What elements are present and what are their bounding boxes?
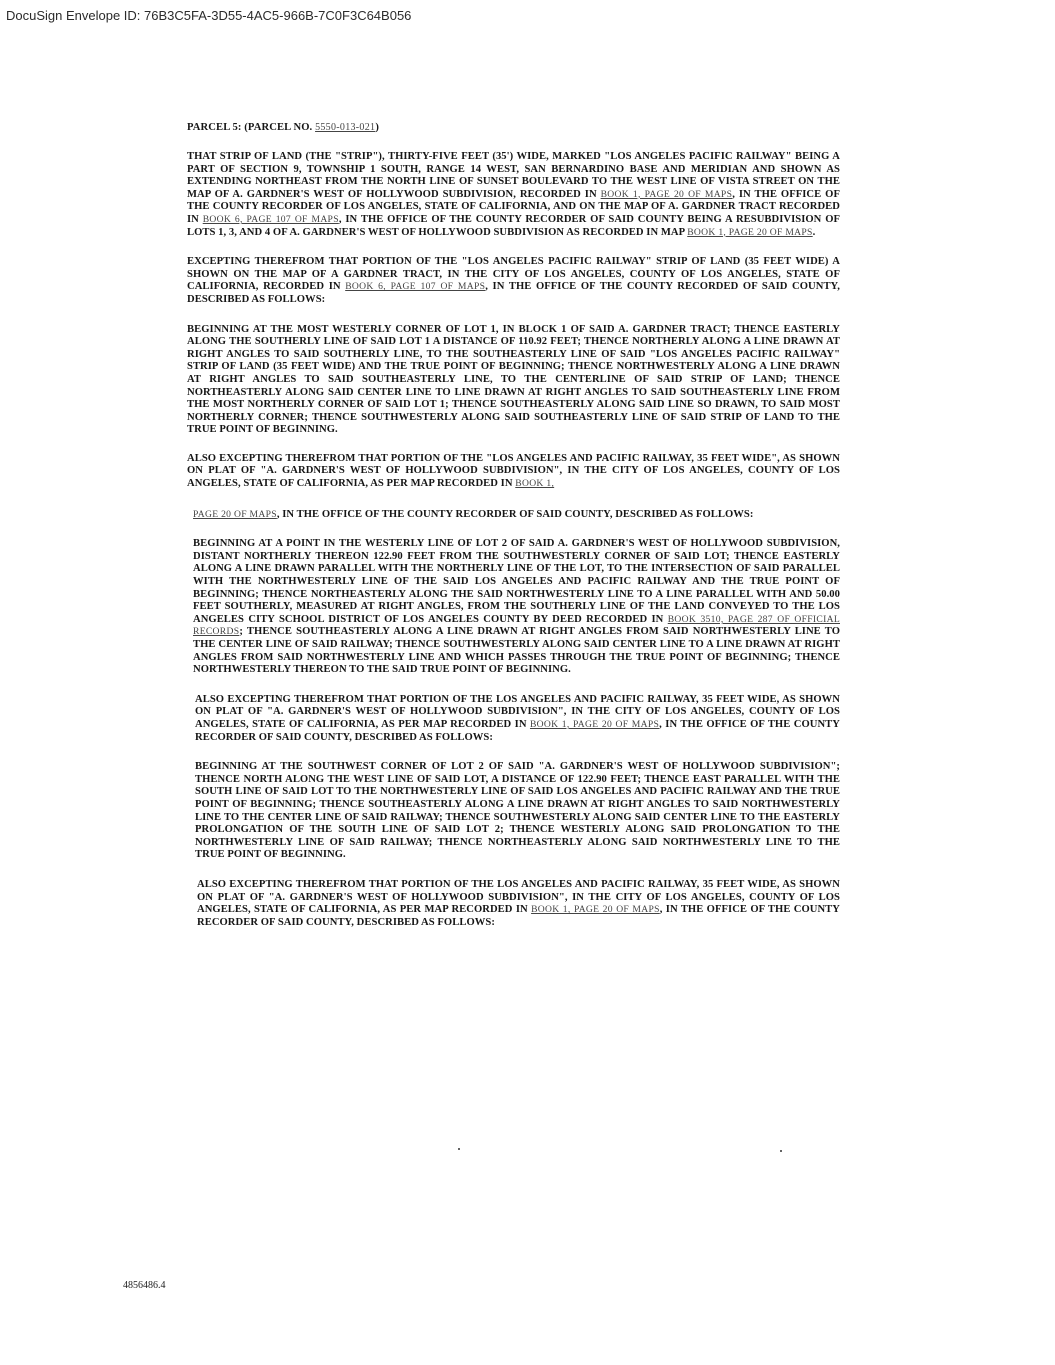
text-segment: ALSO EXCEPTING THEREFROM THAT PORTION OF THE LOS ANGELES AND PACIFIC RAILWAY, 35 FEET WIDE, AS SHOWN ON PLAT OF "A. GARDNER'S WEST OF HOLLYWOOD SUBDIVISION", IN THE CITY OF LOS ANGELES, COUNTY OF LOS ANGELES, STATE OF CALIFORNIA, AS PER MAP RECORDED IN (197, 878, 840, 916)
text-segment: , IN THE OFFICE OF THE COUNTY RECORDED OF SAID COUNTY, DESCRIBED AS FOLLOWS: (187, 281, 840, 305)
paragraph-exception-4 (187, 879, 840, 929)
text-segment: THAT STRIP OF LAND (THE "STRIP"), THIRTY-FIVE FEET (35') WIDE, MARKED "LOS ANGELES PACIFIC RAILWAY" BEING A PART OF SECTION 9, TOWNSHIP 1 SOUTH, RANGE 14 WEST, SAN BERNARDINO BASE AND MERIDIAN AND SHOWN AS EXTENDING NORTHEAST FROM THE NORTH LINE OF SUNSET BOULEVARD TO THE WEST LINE OF VISTA STREET ON THE MAP OF A. GARDNER'S WEST OF HOLLYWOOD SUBDIVISION, RECORDED IN (187, 151, 840, 200)
paragraph-strip-description (187, 151, 840, 239)
paragraph-exception-2 (187, 453, 840, 491)
text-segment: . (812, 226, 816, 238)
text-segment: BEGINNING AT A POINT IN THE WESTERLY LINE OF LOT 2 OF SAID A. GARDNER'S WEST OF HOLLYWOOD SUBDIVISION, DISTANT NORTHERLY THEREON 122.90 FEET FROM THE SOUTHWESTERLY CORNER OF SAID LOT; THENCE EASTERLY ALONG A LINE DRAWN PARALLEL WITH THE NORTHERLY LINE OF THE LOT, TO THE INTERSECTION OF SAID PARALLEL WITH THE NORTHWESTERLY LINE OF THE SAID LOS ANGELES AND PACIFIC RAILWAY AND THE TRUE POINT OF BEGINNING; THENCE NORTHEASTERLY ALONG THE SAID NORTHWESTERLY LINE TO A LINE PARALLEL WITH AND 50.00 FEET SOUTHERLY, MEASURED AT RIGHT ANGLES, FROM THE SOUTHERLY LINE OF THE LAND CONVEYED TO THE LOS ANGELES CITY SCHOOL DISTRICT OF LOS ANGELES COUNTY BY DEED RECORDED IN (193, 538, 840, 625)
map-reference: BOOK 1, PAGE 20 OF MAPS (531, 904, 660, 916)
text-segment: , IN THE OFFICE OF THE COUNTY RECORDER OF SAID COUNTY, DESCRIBED AS FOLLOWS: (197, 904, 840, 928)
map-reference: BOOK 1, PAGE 20 OF MAPS (687, 226, 813, 238)
paragraph-exception-3 (187, 694, 840, 744)
paragraph-beginning-2 (187, 538, 840, 677)
parcel-heading (187, 121, 840, 134)
text-segment: , IN THE OFFICE OF THE COUNTY RECORDER OF SAID COUNTY, DESCRIBED AS FOLLOWS: (276, 508, 754, 520)
map-reference: BOOK 6, PAGE 107 OF MAPS (345, 281, 486, 293)
map-reference: BOOK 1, (515, 478, 555, 490)
paragraph-beginning-1: BEGINNING AT THE MOST WESTERLY CORNER OF LOT 1, IN BLOCK 1 OF SAID A. GARDNER TRACT; THENCE EASTERLY ALONG THE SOUTHERLY LINE OF SAID LOT 1 A DISTANCE OF 110.92 FEET; THENCE NORTHERLY ALONG A LINE DRAWN AT RIGHT ANGLES TO SAID SOUTHERLY LINE, TO THE SOUTHEASTERLY LINE OF SAID "LOS ANGELES PACIFIC RAILWAY" STRIP OF LAND (35 FEET WIDE) AND THE TRUE POINT OF BEGINNING; THENCE NORTHWESTERLY ALONG A LINE DRAWN AT RIGHT ANGLES TO SAID SOUTHEASTERLY LINE, TO THE CENTERLINE OF SAID STRIP OF LAND; THENCE NORTHEASTERLY ALONG SAID CENTER LINE TO LINE DRAWN AT RIGHT ANGLES TO SAID SOUTHEASTERLY LINE FROM THE MOST NORTHERLY CORNER OF SAID LOT 1; THENCE SOUTHEASTERLY ALONG SAID LINE SO DRAWN, TO SAID MOST NORTHERLY CORNER; THENCE SOUTHWESTERLY ALONG SAID SOUTHEASTERLY LINE OF SAID STRIP OF LAND TO THE TRUE POINT OF BEGINNING. (187, 323, 840, 436)
scan-speck (458, 1148, 460, 1150)
paragraph-exception-1 (187, 256, 840, 306)
text-segment: ; THENCE SOUTHEASTERLY ALONG A LINE DRAWN AT RIGHT ANGLES FROM SAID NORTHWESTERLY LINE TO THE CENTER LINE OF SAID RAILWAY; THENCE SOUTHWESTERLY ALONG SAID CENTER LINE TO A LINE DRAWN AT RIGHT ANGLES FROM SAID NORTHWESTERLY LINE AND WHICH PASSES THROUGH THE TRUE POINT OF BEGINNING; THENCE NORTHWESTERLY THEREON TO THE SAID TRUE POINT OF BEGINNING. (193, 626, 840, 676)
parcel-heading-prefix: PARCEL 5: (PARCEL NO. (187, 122, 316, 133)
text-segment: , IN THE OFFICE OF THE COUNTY RECORDER OF SAID COUNTY BEING A RESUBDIVISION OF LOTS 1, 3, AND 4 OF A. GARDNER'S WEST OF HOLLYWOOD SUBDIVISION AS RECORDED IN MAP (187, 213, 841, 238)
scan-speck (780, 1150, 782, 1152)
map-reference: BOOK 1, PAGE 20 OF MAPS (529, 718, 660, 730)
parcel-heading-suffix: ) (375, 122, 379, 133)
paragraph-exception-2-continued (187, 509, 840, 522)
docusign-envelope-id: DocuSign Envelope ID: 76B3C5FA-3D55-4AC5-966B-7C0F3C64B056 (6, 8, 412, 23)
text-segment: EXCEPTING THEREFROM THAT PORTION OF THE "LOS ANGELES PACIFIC RAILWAY" STRIP OF LAND (35 FEET WIDE) A SHOWN ON THE MAP OF A GARDNER TRACT, IN THE CITY OF LOS ANGELES, COUNTY OF LOS ANGELES, STATE OF CALIFORNIA, RECORDED IN (187, 256, 840, 293)
text-segment: , IN THE OFFICE OF THE COUNTY RECORDER OF SAID COUNTY, DESCRIBED AS FOLLOWS: (195, 718, 840, 743)
parcel-number: 5550-013-021 (315, 122, 376, 133)
paragraph-beginning-3: BEGINNING AT THE SOUTHWEST CORNER OF LOT 2 OF SAID "A. GARDNER'S WEST OF HOLLYWOOD SUBDIVISION"; THENCE NORTH ALONG THE WEST LINE OF SAID LOT, A DISTANCE OF 122.90 FEET; THENCE EAST PARALLEL WITH THE SOUTH LINE OF SAID LOT TO THE NORTHWESTERLY LINE OF SAID LOS ANGELES AND PACIFIC RAILWAY AND THE TRUE POINT OF BEGINNING; THENCE SOUTHEASTERLY ALONG A LINE DRAWN AT RIGHT ANGLES TO SAID NORTHWESTERLY LINE TO THE CENTER LINE OF SAID RAILWAY; THENCE SOUTHWESTERLY ALONG SAID CENTER LINE TO THE EASTERLY PROLONGATION OF THE SOUTH LINE OF SAID LOT 2; THENCE WESTERLY ALONG SAID PROLONGATION TO THE NORTHWESTERLY LINE OF SAID RAILWAY; THENCE NORTHEASTERLY ALONG SAID NORTHWESTERLY LINE TO THE TRUE POINT OF BEGINNING. (195, 761, 840, 861)
official-records-reference: BOOK 3510, PAGE 287 OF OFFICIAL RECORDS (193, 613, 840, 638)
text-segment: ALSO EXCEPTING THEREFROM THAT PORTION OF THE "LOS ANGELES AND PACIFIC RAILWAY, 35 FEET WIDE", AS SHOWN ON PLAT OF "A. GARDNER'S WEST OF HOLLYWOOD SUBDIVISION", IN THE CITY OF LOS ANGELES, COUNTY OF LOS ANGELES, STATE OF CALIFORNIA, AS PER MAP RECORDED IN (187, 452, 840, 490)
map-reference: BOOK 6, PAGE 107 OF MAPS (202, 213, 339, 225)
text-segment: , IN THE OFFICE OF THE COUNTY RECORDER OF LOS ANGELES, STATE OF CALIFORNIA, AND ON THE MAP OF A. GARDNER TRACT RECORDED IN (187, 188, 840, 225)
text-segment: ALSO EXCEPTING THEREFROM THAT PORTION OF THE LOS ANGELES AND PACIFIC RAILWAY, 35 FEET WIDE, AS SHOWN ON PLAT OF "A. GARDNER'S WEST OF HOLLYWOOD SUBDIVISION", IN THE CITY OF LOS ANGELES, COUNTY OF LOS ANGELES, STATE OF CALIFORNIA, AS PER MAP RECORDED IN (195, 693, 840, 730)
document-number: 4856486.4 (123, 1280, 166, 1291)
map-reference: PAGE 20 OF MAPS (193, 508, 277, 520)
legal-description (187, 121, 840, 929)
map-reference: BOOK 1, PAGE 20 OF MAPS (600, 188, 733, 200)
